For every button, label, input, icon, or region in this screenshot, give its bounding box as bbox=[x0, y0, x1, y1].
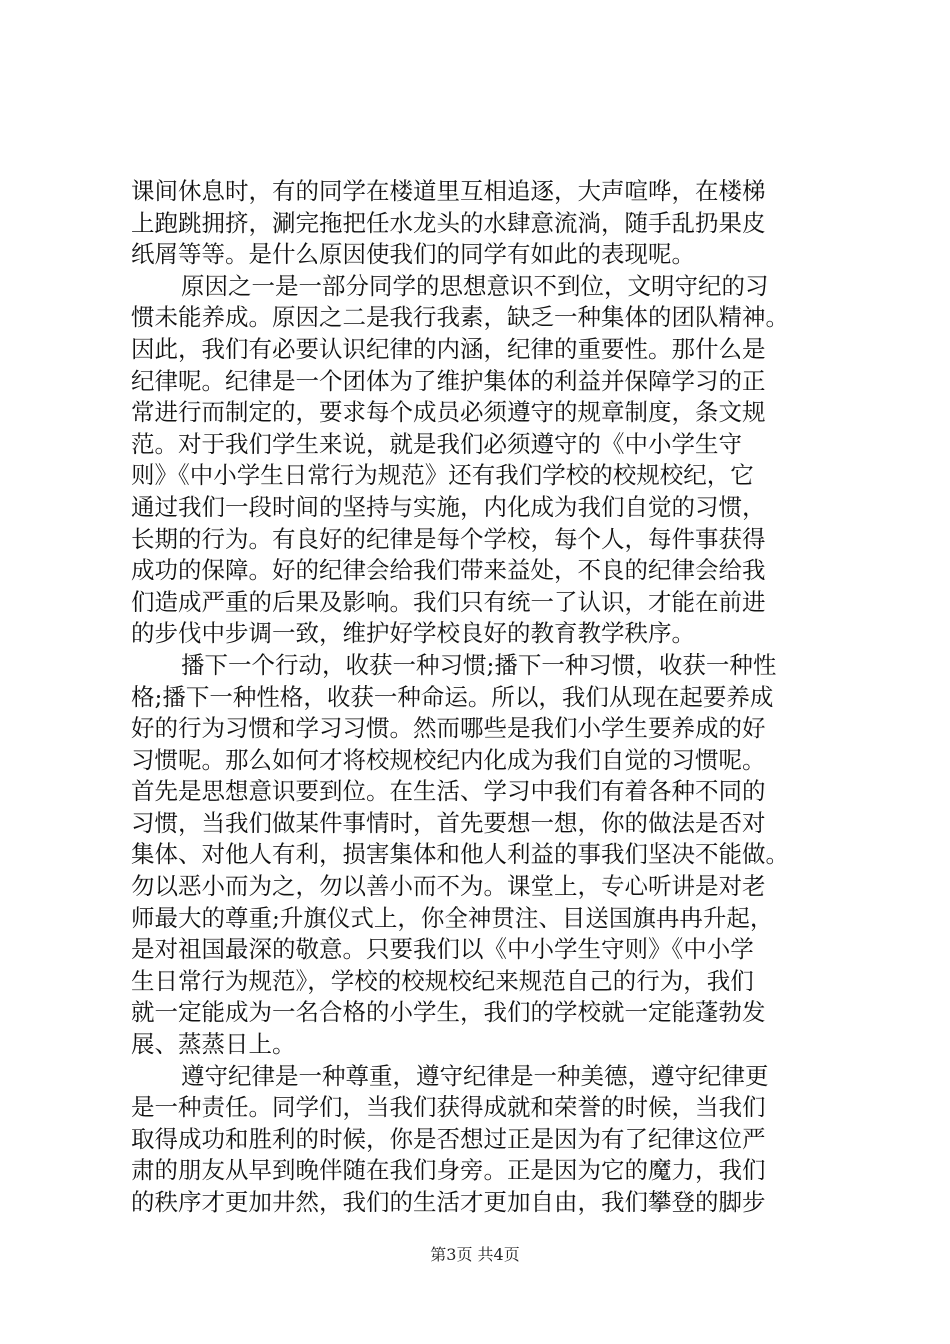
text-line: 上跑跳拥挤，涮完拖把任水龙头的水肆意流淌，随手乱扔果皮 bbox=[131, 208, 766, 237]
text-line: 集体、对他人有利，损害集体和他人利益的事我们坚决不能做。 bbox=[131, 840, 789, 869]
text-line: 好的行为习惯和学习习惯。然而哪些是我们小学生要养成的好 bbox=[131, 714, 766, 743]
text-line: 肃的朋友从早到晚伴随在我们身旁。正是因为它的魔力，我们 bbox=[131, 1156, 766, 1185]
text-line: 纸屑等等。是什么原因使我们的同学有如此的表现呢。 bbox=[131, 240, 695, 269]
text-line: 则》《中小学生日常行为规范》还有我们学校的校规校纪，它 bbox=[131, 461, 754, 490]
text-line: 纪律呢。纪律是一个团体为了维护集体的利益并保障学习的正 bbox=[131, 366, 766, 395]
body-text bbox=[131, 176, 831, 1219]
text-line: 格;播下一种性格，收获一种命运。所以，我们从现在起要养成 bbox=[131, 682, 774, 711]
text-line: 习惯呢。那么如何才将校规校纪内化成为我们自觉的习惯呢。 bbox=[131, 745, 766, 774]
text-line: 通过我们一段时间的坚持与实施，内化成为我们自觉的习惯， bbox=[131, 492, 766, 521]
text-line: 取得成功和胜利的时候，你是否想过正是因为有了纪律这位严 bbox=[131, 1124, 766, 1153]
text-line: 的步伐中步调一致，维护好学校良好的教育教学秩序。 bbox=[131, 619, 695, 648]
paragraph-first-line: 遵守纪律是一种尊重，遵守纪律是一种美德，遵守纪律更 bbox=[181, 1061, 769, 1090]
text-line: 展、蒸蒸日上。 bbox=[131, 1030, 296, 1059]
text-line: 长期的行为。有良好的纪律是每个学校，每个人，每件事获得 bbox=[131, 524, 766, 553]
text-line: 常进行而制定的，要求每个成员必须遵守的规章制度，条文规 bbox=[131, 398, 766, 427]
text-line: 的秩序才更加井然，我们的生活才更加自由，我们攀登的脚步 bbox=[131, 1188, 766, 1216]
page-footer: 第3页 共4页 bbox=[430, 1245, 520, 1264]
text-line: 惯未能养成。原因之二是我行我素，缺乏一种集体的团队精神。 bbox=[131, 303, 789, 332]
paragraph-first-line: 播下一个行动，收获一种习惯;播下一种习惯，收获一种性 bbox=[181, 650, 777, 679]
text-line: 就一定能成为一名合格的小学生，我们的学校就一定能蓬勃发 bbox=[131, 998, 766, 1027]
text-line: 是一种责任。同学们，当我们获得成就和荣誉的时候，当我们 bbox=[131, 1093, 766, 1122]
text-line: 们造成严重的后果及影响。我们只有统一了认识，才能在前进 bbox=[131, 587, 766, 616]
text-line: 勿以恶小而为之，勿以善小而不为。课堂上，专心听讲是对老 bbox=[131, 872, 766, 901]
text-line: 课间休息时，有的同学在楼道里互相追逐，大声喧哗，在楼梯 bbox=[131, 177, 766, 205]
text-line: 成功的保障。好的纪律会给我们带来益处，不良的纪律会给我 bbox=[131, 556, 766, 585]
text-line: 范。对于我们学生来说，就是我们必须遵守的《中小学生守 bbox=[131, 429, 742, 458]
text-line: 首先是思想意识要到位。在生活、学习中我们有着各种不同的 bbox=[131, 777, 766, 806]
text-line: 因此，我们有必要认识纪律的内涵，纪律的重要性。那什么是 bbox=[131, 334, 766, 363]
text-line: 师最大的尊重;升旗仪式上，你全神贯注、目送国旗冉冉升起， bbox=[131, 903, 774, 932]
text-line: 生日常行为规范》，学校的校规校纪来规范自己的行为，我们 bbox=[131, 966, 754, 995]
text-line: 习惯，当我们做某件事情时，首先要想一想，你的做法是否对 bbox=[131, 808, 766, 837]
text-line: 是对祖国最深的敬意。只要我们以《中小学生守则》《中小学 bbox=[131, 935, 754, 964]
paragraph-first-line: 原因之一是一部分同学的思想意识不到位，文明守纪的习 bbox=[181, 271, 769, 300]
